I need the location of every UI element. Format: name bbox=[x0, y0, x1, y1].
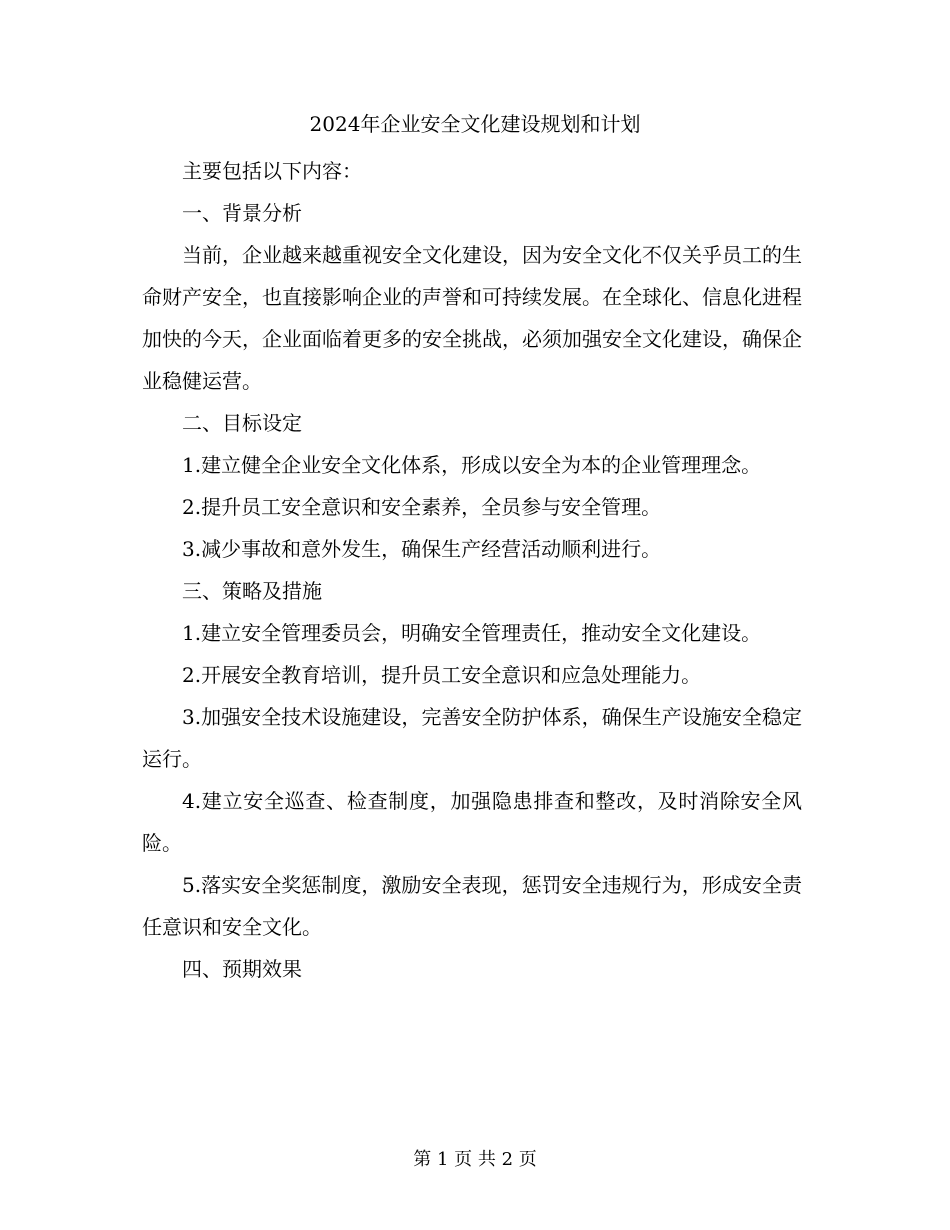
section-heading-background: 一、背景分析 bbox=[182, 201, 302, 225]
section-heading-expected-results: 四、预期效果 bbox=[182, 957, 302, 981]
strategy-item: 2.开展安全教育培训，提升员工安全意识和应急处理能力。 bbox=[182, 663, 702, 687]
section-heading-strategies: 三、策略及措施 bbox=[182, 579, 322, 603]
goal-item: 1.建立健全企业安全文化体系，形成以安全为本的企业管理理念。 bbox=[182, 453, 762, 477]
goal-item: 3.减少事故和意外发生，确保生产经营活动顺利进行。 bbox=[182, 537, 662, 561]
section-heading-goals: 二、目标设定 bbox=[182, 411, 302, 435]
strategy-item: 3.加强安全技术设施建设，完善安全防护体系，确保生产设施安全稳定运行。 bbox=[142, 705, 802, 771]
background-paragraph: 当前，企业越来越重视安全文化建设，因为安全文化不仅关乎员工的生命财产安全，也直接影响企业的声誉和可持续发展。在全球化、信息化进程加快的今天，企业面临着更多的安全挑战，必须加强安全文化建设，确保企业稳健运营。 bbox=[142, 243, 802, 393]
document-body bbox=[142, 150, 802, 990]
strategy-item: 4.建立安全巡查、检查制度，加强隐患排查和整改，及时消除安全风险。 bbox=[142, 789, 802, 855]
intro-paragraph: 主要包括以下内容： bbox=[182, 159, 362, 183]
goal-item: 2.提升员工安全意识和安全素养，全员参与安全管理。 bbox=[182, 495, 662, 519]
page-footer: 第 1 页 共 2 页 bbox=[413, 1149, 537, 1170]
document-title: 2024年企业安全文化建设规划和计划 bbox=[309, 112, 641, 136]
strategy-item: 5.落实安全奖惩制度，激励安全表现，惩罚安全违规行为，形成安全责任意识和安全文化。 bbox=[142, 873, 802, 939]
strategy-item: 1.建立安全管理委员会，明确安全管理责任，推动安全文化建设。 bbox=[182, 621, 762, 645]
